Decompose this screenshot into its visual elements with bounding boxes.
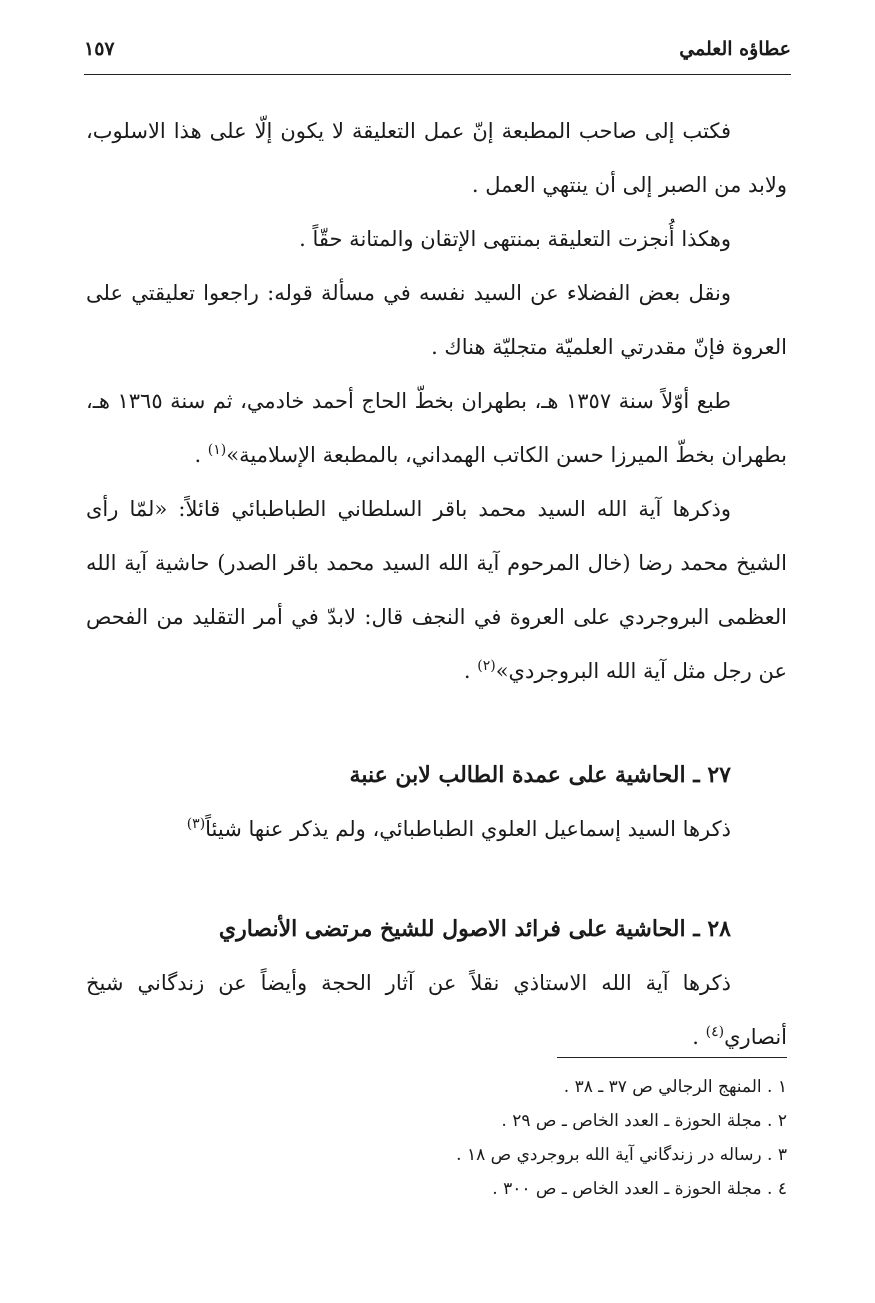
footnotes <box>86 1070 787 1206</box>
paragraph-5-end: . <box>463 659 478 683</box>
footnote-ref-4[interactable]: (٤) <box>705 1024 725 1040</box>
paragraph-1: فكتب إلى صاحب المطبعة إنّ عمل التعليقة لا يكون إلّا على هذا الاسلوب، ولابد من الصبر إلى أن ينتهي العمل . <box>86 119 787 197</box>
running-header-title: عطاؤه العلمي <box>679 38 791 60</box>
footnote-ref-2[interactable]: (٢) <box>477 658 496 674</box>
footnote-3: ٣ . رساله در زندگاني آية الله بروجردي ص ١٨ . <box>456 1145 787 1165</box>
paragraph-7-text: ذكرها آية الله الاستاذي نقلاً عن آثار الحجة وأيضاً عن زندگاني شيخ أنصاري <box>86 971 787 1049</box>
paragraph-4-end: . <box>194 443 208 467</box>
footnote-rule <box>557 1057 787 1058</box>
paragraph-6-text: ذكرها السيد إسماعيل العلوي الطباطبائي، ولم يذكر عنها شيئاً <box>205 817 731 841</box>
paragraph-7 <box>86 956 787 1064</box>
paragraph-4-text: طبع أوّلاً سنة ١٣٥٧ هـ، بطهران بخطّ الحاج أحمد خادمي، ثم سنة ١٣٦٥ هـ، بطهران بخطّ الميرزا حسن الكاتب الهمداني، بالمطبعة الإسلامية» <box>86 389 787 467</box>
paragraph-3: ونقل بعض الفضلاء عن السيد نفسه في مسألة قوله: راجعوا تعليقتي على العروة فإنّ مقدرتي العلميّة متجليّة هناك . <box>86 281 787 359</box>
paragraph-5-text: وذكرها آية الله السيد محمد باقر السلطاني الطباطبائي قائلاً: «لمّا رأى الشيخ محمد رضا (خال المرحوم آية الله السيد محمد باقر الصدر) حاشية آية الله العظمى البروجردي على العروة في النجف قال: لابدّ في أمر التقليد من الفحص عن رجل مثل آية الله البروجردي» <box>86 497 787 683</box>
running-header <box>84 38 791 74</box>
section-heading-27: ٢٧ ـ الحاشية على عمدة الطالب لابن عنبة <box>349 762 731 788</box>
footnote-1: ١ . المنهج الرجالي ص ٣٧ ـ ٣٨ . <box>563 1077 787 1097</box>
body-text <box>86 104 787 1064</box>
page-number: ١٥٧ <box>84 38 115 60</box>
paragraph-6 <box>86 802 787 856</box>
footnote-ref-1[interactable]: (١) <box>207 442 227 458</box>
header-rule <box>84 74 791 75</box>
paragraph-7-end: . <box>692 1025 706 1049</box>
paragraph-5 <box>86 482 787 698</box>
footnote-2: ٢ . مجلة الحوزة ـ العدد الخاص ـ ص ٢٩ . <box>501 1111 787 1131</box>
footnote-4: ٤ . مجلة الحوزة ـ العدد الخاص ـ ص ٣٠٠ . <box>492 1179 787 1199</box>
paragraph-4 <box>86 374 787 482</box>
section-heading-28: ٢٨ ـ الحاشية على فرائد الاصول للشيخ مرتضى الأنصاري <box>218 916 731 942</box>
paragraph-2: وهكذا أُنجزت التعليقة بمنتهى الإتقان والمتانة حقّاً . <box>299 227 731 251</box>
footnote-ref-3[interactable]: (٣) <box>186 816 206 832</box>
